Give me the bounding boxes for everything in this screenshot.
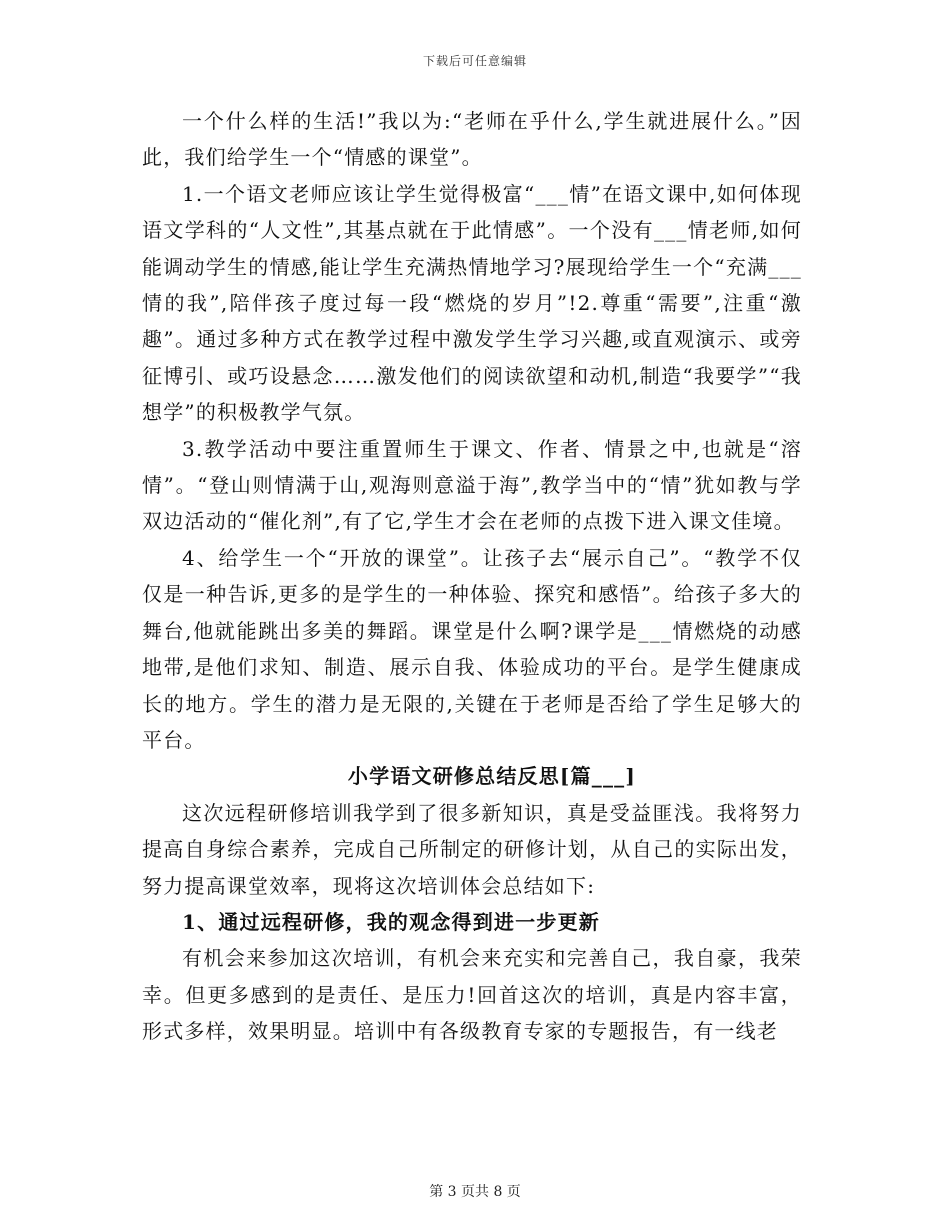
paragraph-point-3: 3.教学活动中要注重置师生于课文、作者、情景之中,也就是“溶情”。“登山则情满于山,观海则意溢于海”,教学当中的“情”犹如教与学双边活动的“催化剂”,有了它,学生才会在老师的点拨下进入课文佳境。 (142, 436, 802, 534)
section-title: 小学语文研修总结反思[篇___] (347, 764, 637, 789)
section-intro-paragraph: 这次远程研修培训我学到了很多新知识，真是受益匪浅。我将努力提高自身综合素养，完成自己所制定的研修计划，从自己的实际出发，努力提高课堂效率，现将这次培训体会总结如下: (142, 800, 802, 898)
page-header: 下载后可任意编辑 (422, 54, 527, 68)
paragraph-intro-continuation: 一个什么样的生活!”我以为:“老师在乎什么,学生就进展什么。”因此，我们给学生一个“情感的课堂”。 (142, 109, 802, 170)
paragraph-point-4: 4、给学生一个“开放的课堂”。让孩子去“展示自己”。“教学不仅仅是一种告诉,更多的是学生的一种体验、探究和感悟”。给孩子多大的舞台,他就能跳出多美的舞蹈。课堂是什么啊?课学是___情燃烧的动感地带,是他们求知、制造、展示自我、体验成功的平台。是学生健康成长的地方。学生的潜力是无限的,关键在于老师是否给了学生足够大的平台。 (142, 545, 802, 752)
paragraph-point-1-2: 1.一个语文老师应该让学生觉得极富“___情”在语文课中,如何体现语文学科的“人文性”,其基点就在于此情感”。一个没有___情老师,如何能调动学生的情感,能让学生充满热情地学习?展现给学生一个“充满___情的我”,陪伴孩子度过每一段“燃烧的岁月”!2.尊重“需要”,注重“激趣”。通过多种方式在教学过程中激发学生学习兴趣,或直观演示、或旁征博引、或巧设悬念……激发他们的阅读欲望和动机,制造“我要学”“我想学”的积极教学气氛。 (142, 181, 802, 425)
paragraph-training-reflection: 有机会来参加这次培训，有机会来充实和完善自己，我自豪，我荣幸。但更多感到的是责任、是压力!回首这次的培训，真是内容丰富，形式多样，效果明显。培训中有各级教育专家的专题报告，有一线老 (142, 946, 802, 1044)
page-footer: 第 3 页共 8 页 (429, 1184, 521, 1200)
document-body (142, 103, 802, 1050)
sub-heading: 1、通过远程研修，我的观念得到进一步更新 (182, 909, 600, 934)
